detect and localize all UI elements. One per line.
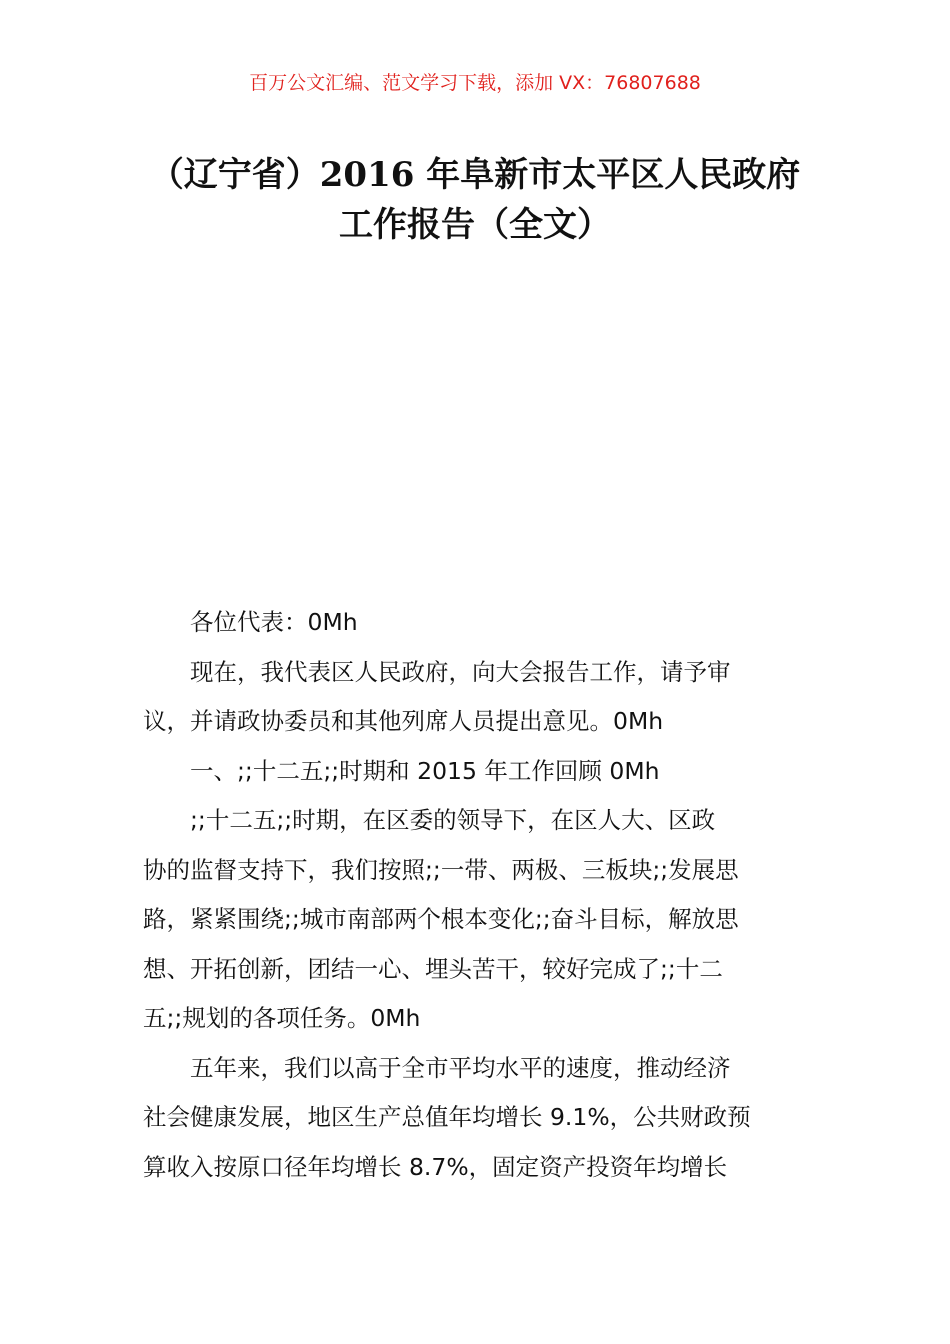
watermark-header: 百万公文汇编、范文学习下载，添加 VX：76807688 [249,72,701,94]
text-line: 算收入按原口径年均增长 8.7%，固定资产投资年均增长 [143,1152,728,1181]
document-title [110,150,840,250]
text-line: 五年来，我们以高于全市平均水平的速度，推动经济 [190,1053,731,1082]
text-line: 一、;;十二五;;时期和 2015 年工作回顾 0Mh [190,756,660,785]
text-line: 五;;规划的各项任务。0Mh [143,1004,421,1032]
paragraph [143,648,808,747]
text-line: 各位代表：0Mh [190,608,358,636]
text-line: 想、开拓创新，团结一心、埋头苦干，较好完成了;;十二 [143,954,723,983]
paragraph [143,1044,808,1193]
paragraph [143,598,808,648]
text-line: 议，并请政协委员和其他列席人员提出意见。0Mh [143,707,664,735]
document-body [143,598,808,1192]
paragraph [143,747,808,797]
paragraph [143,796,808,1044]
text-line: 现在，我代表区人民政府，向大会报告工作，请予审 [190,657,731,686]
title-line-2: 工作报告（全文） [339,205,611,245]
text-line: 协的监督支持下，我们按照;;一带、两极、三板块;;发展思 [143,855,739,884]
title-line-1: （辽宁省）2016 年阜新市太平区人民政府 [149,155,801,195]
text-line: ;;十二五;;时期，在区委的领导下，在区人大、区政 [190,806,716,834]
text-line: 社会健康发展，地区生产总值年均增长 9.1%，公共财政预 [143,1103,751,1131]
text-line: 路，紧紧围绕;;城市南部两个根本变化;;奋斗目标，解放思 [143,905,739,933]
